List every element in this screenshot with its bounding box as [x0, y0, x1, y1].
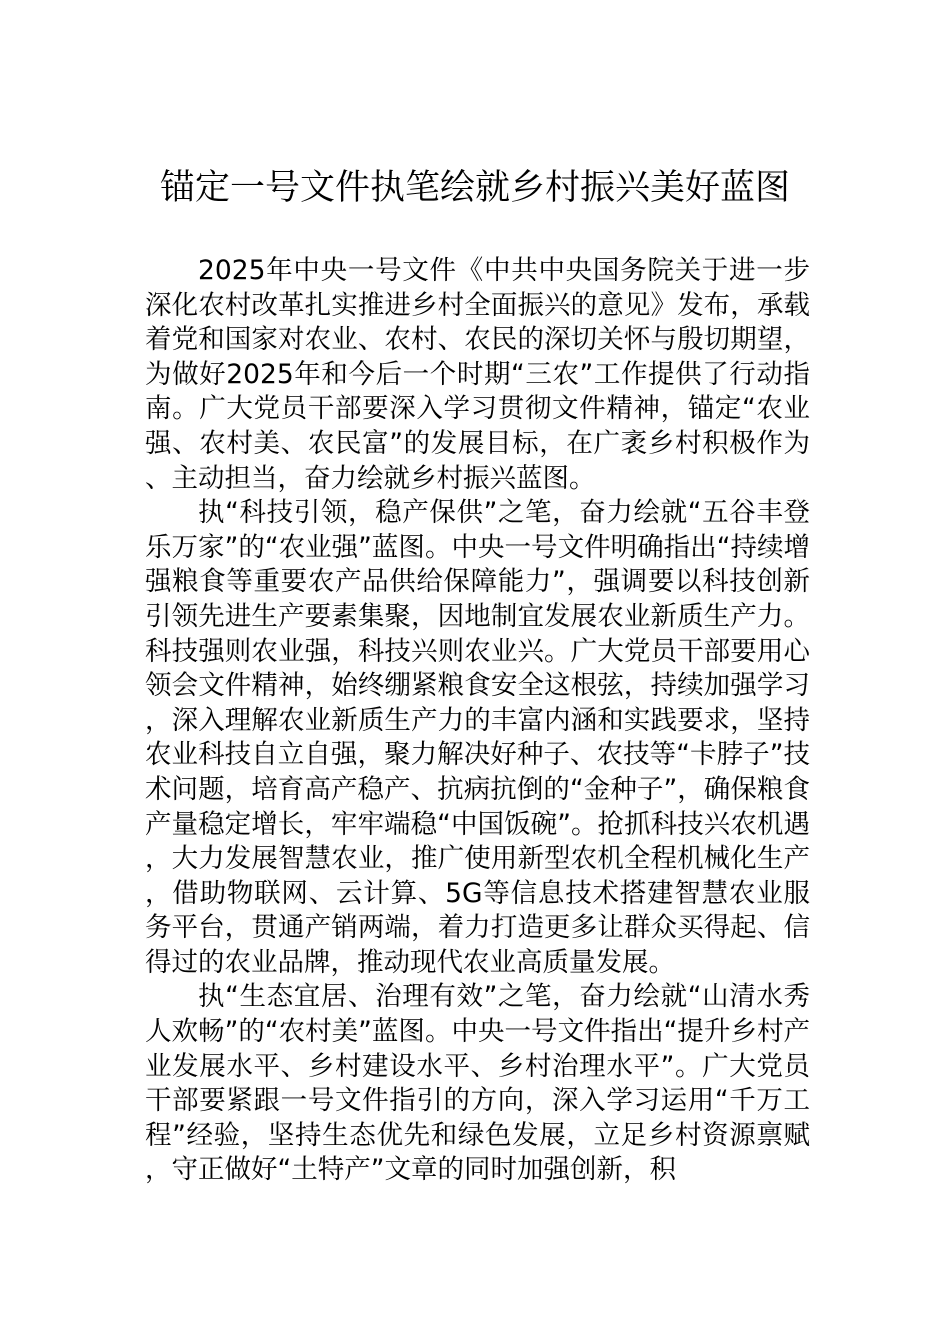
- paragraph-countryside-beautiful: 执“生态宜居、治理有效”之笔，奋力绘就“山清水秀人欢畅”的“农村美”蓝图。中央一号文件指出“提升乡村产业发展水平、乡村建设水平、乡村治理水平”。广大党员干部要紧跟一号文件指引的方向，深入学习运用“千万工程”经验，坚持生态优先和绿色发展，立足乡村资源禀赋，守正做好“土特产”文章的同时加强创新，积: [145, 981, 810, 1186]
- paragraph-intro: 2025年中央一号文件《中共中央国务院关于进一步深化农村改革扎实推进乡村全面振兴的意见》发布，承载着党和国家对农业、农村、农民的深切关怀与殷切期望，为做好2025年和今后一个时期“三农”工作提供了行动指南。广大党员干部要深入学习贯彻文件精神，锚定“农业强、农村美、农民富”的发展目标，在广袤乡村积极作为、主动担当，奋力绘就乡村振兴蓝图。: [145, 255, 810, 494]
- paragraph-agriculture-strong: 执“科技引领，稳产保供”之笔，奋力绘就“五谷丰登乐万家”的“农业强”蓝图。中央一号文件明确指出“持续增强粮食等重要农产品供给保障能力”，强调要以科技创新引领先进生产要素集聚，因地制宜发展农业新质生产力。科技强则农业强，科技兴则农业兴。广大党员干部要用心领会文件精神，始终绷紧粮食安全这根弦，持续加强学习，深入理解农业新质生产力的丰富内涵和实践要求，坚持农业科技自立自强，聚力解决好种子、农技等“卡脖子”技术问题，培育高产稳产、抗病抗倒的“金种子”，确保粮食产量稳定增长，牢牢端稳“中国饭碗”。抢抓科技兴农机遇，大力发展智慧农业，推广使用新型农机全程机械化生产，借助物联网、云计算、5G等信息技术搭建智慧农业服务平台，贯通产销两端，着力打造更多让群众买得起、信得过的农业品牌，推动现代农业高质量发展。: [145, 497, 810, 978]
- document-title: 锚定一号文件执笔绘就乡村振兴美好蓝图: [159, 168, 790, 208]
- document-body: [145, 254, 810, 1188]
